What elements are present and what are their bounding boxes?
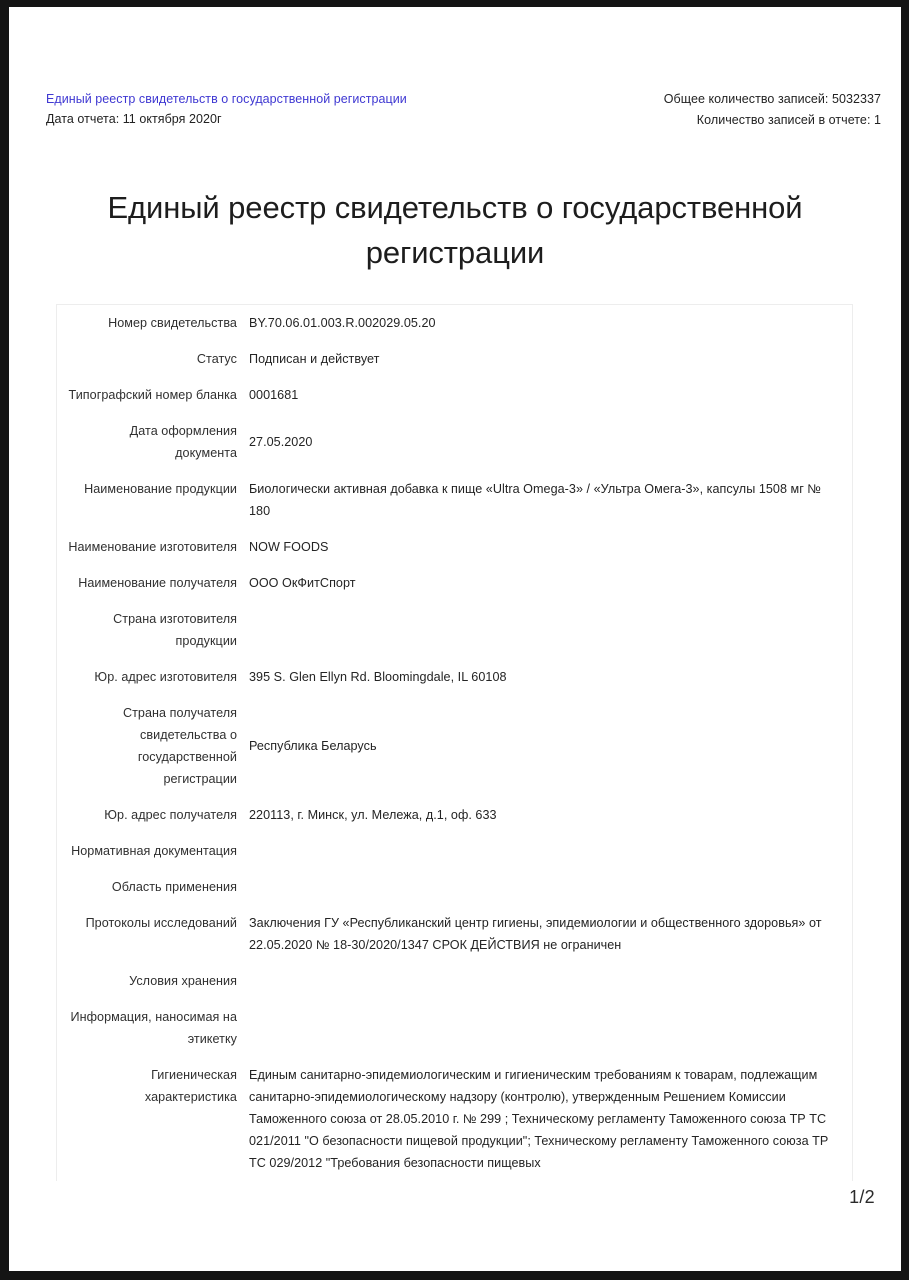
report-date: Дата отчета: 11 октября 2020г: [46, 112, 222, 126]
row-label: Типографский номер бланка: [68, 388, 237, 402]
row-value: [249, 621, 852, 639]
table-row: [57, 341, 852, 377]
table-row: [57, 529, 852, 565]
document-page: [9, 7, 901, 1271]
report-header-right: [664, 89, 881, 131]
row-label: Информация, наносимая на этикетку: [70, 1010, 237, 1046]
row-label: Страна изготовителя продукции: [113, 612, 237, 648]
row-label: Статус: [196, 352, 237, 366]
row-label: Протоколы исследований: [85, 916, 237, 930]
row-value: Биологически активная добавка к пище «Ultra Omega-3» / «Ультра Омега-3», капсулы 1508 мг № 180: [249, 482, 821, 518]
row-value: [249, 1019, 852, 1037]
row-label: Наименование продукции: [84, 482, 237, 496]
certificate-table: [56, 304, 853, 1181]
registry-link[interactable]: Единый реестр свидетельств о государственной регистрации: [46, 92, 407, 106]
row-label: Нормативная документация: [71, 844, 237, 858]
row-value: 220113, г. Минск, ул. Мележа, д.1, оф. 633: [249, 808, 497, 822]
row-label: Дата оформления документа: [129, 424, 237, 460]
row-value: 395 S. Glen Ellyn Rd. Bloomingdale, IL 60108: [249, 670, 507, 684]
table-row: [57, 413, 852, 471]
row-value: [249, 972, 852, 990]
table-row: [57, 377, 852, 413]
report-header-left: [46, 89, 407, 130]
table-row: [57, 601, 852, 659]
row-label: Условия хранения: [129, 974, 237, 988]
table-row: [57, 999, 852, 1057]
page-indicator: 1/2: [849, 1187, 875, 1207]
row-label: Номер свидетельства: [108, 316, 237, 330]
row-label: Область применения: [111, 880, 237, 894]
row-label: Наименование получателя: [78, 576, 237, 590]
table-row: [57, 471, 852, 529]
row-value: Республика Беларусь: [249, 739, 377, 753]
row-value: Подписан и действует: [249, 352, 380, 366]
row-label: Страна получателя свидетельства о государственной регистрации: [122, 706, 237, 786]
row-value: Заключения ГУ «Республиканский центр гигиены, эпидемиологии и общественного здоровья» от 22.05.2020 № 18-30/2020/1347 СРОК ДЕЙСТВИЯ не ограничен: [249, 916, 822, 952]
table-row: [57, 565, 852, 601]
row-label: Юр. адрес получателя: [104, 808, 237, 822]
row-value: NOW FOODS: [249, 540, 329, 554]
table-row: [57, 659, 852, 695]
row-value: ООО ОкФитСпорт: [249, 576, 356, 590]
row-value: [249, 842, 852, 860]
table-row: [57, 305, 852, 341]
row-value: 0001681: [249, 388, 299, 402]
page-title: Единый реестр свидетельств о государственной регистрации: [107, 190, 803, 270]
table-row: [57, 833, 852, 869]
table-row: [57, 695, 852, 797]
row-value: BY.70.06.01.003.R.002029.05.20: [249, 316, 436, 330]
row-label: Наименование изготовителя: [68, 540, 237, 554]
row-value: Единым санитарно-эпидемиологическим и гигиеническим требованиям к товарам, подлежащим санитарно-эпидемиологическому надзору (контролю), утвержденным Решением Комиссии Таможенного союза от 28.05.2010 г. № 299 ; Техническому регламенту Таможенного союза ТР ТС 021/2011 "О безопасности пищевой продукции"; Техническому регламенту Таможенного союза ТР ТС 029/2012 "Требования безопасности пищевых: [249, 1068, 829, 1170]
row-value: [249, 878, 852, 896]
table-row: [57, 869, 852, 905]
records-in-report-count: Количество записей в отчете: 1: [696, 113, 881, 127]
table-row: [57, 963, 852, 999]
table-row: [57, 905, 852, 963]
table-row: [57, 797, 852, 833]
row-value: 27.05.2020: [249, 435, 313, 449]
total-records-count: Общее количество записей: 5032337: [663, 92, 881, 106]
report-header: [46, 89, 881, 131]
row-label: Гигиеническая характеристика: [144, 1068, 237, 1104]
row-label: Юр. адрес изготовителя: [94, 670, 237, 684]
table-row: [57, 1057, 852, 1181]
